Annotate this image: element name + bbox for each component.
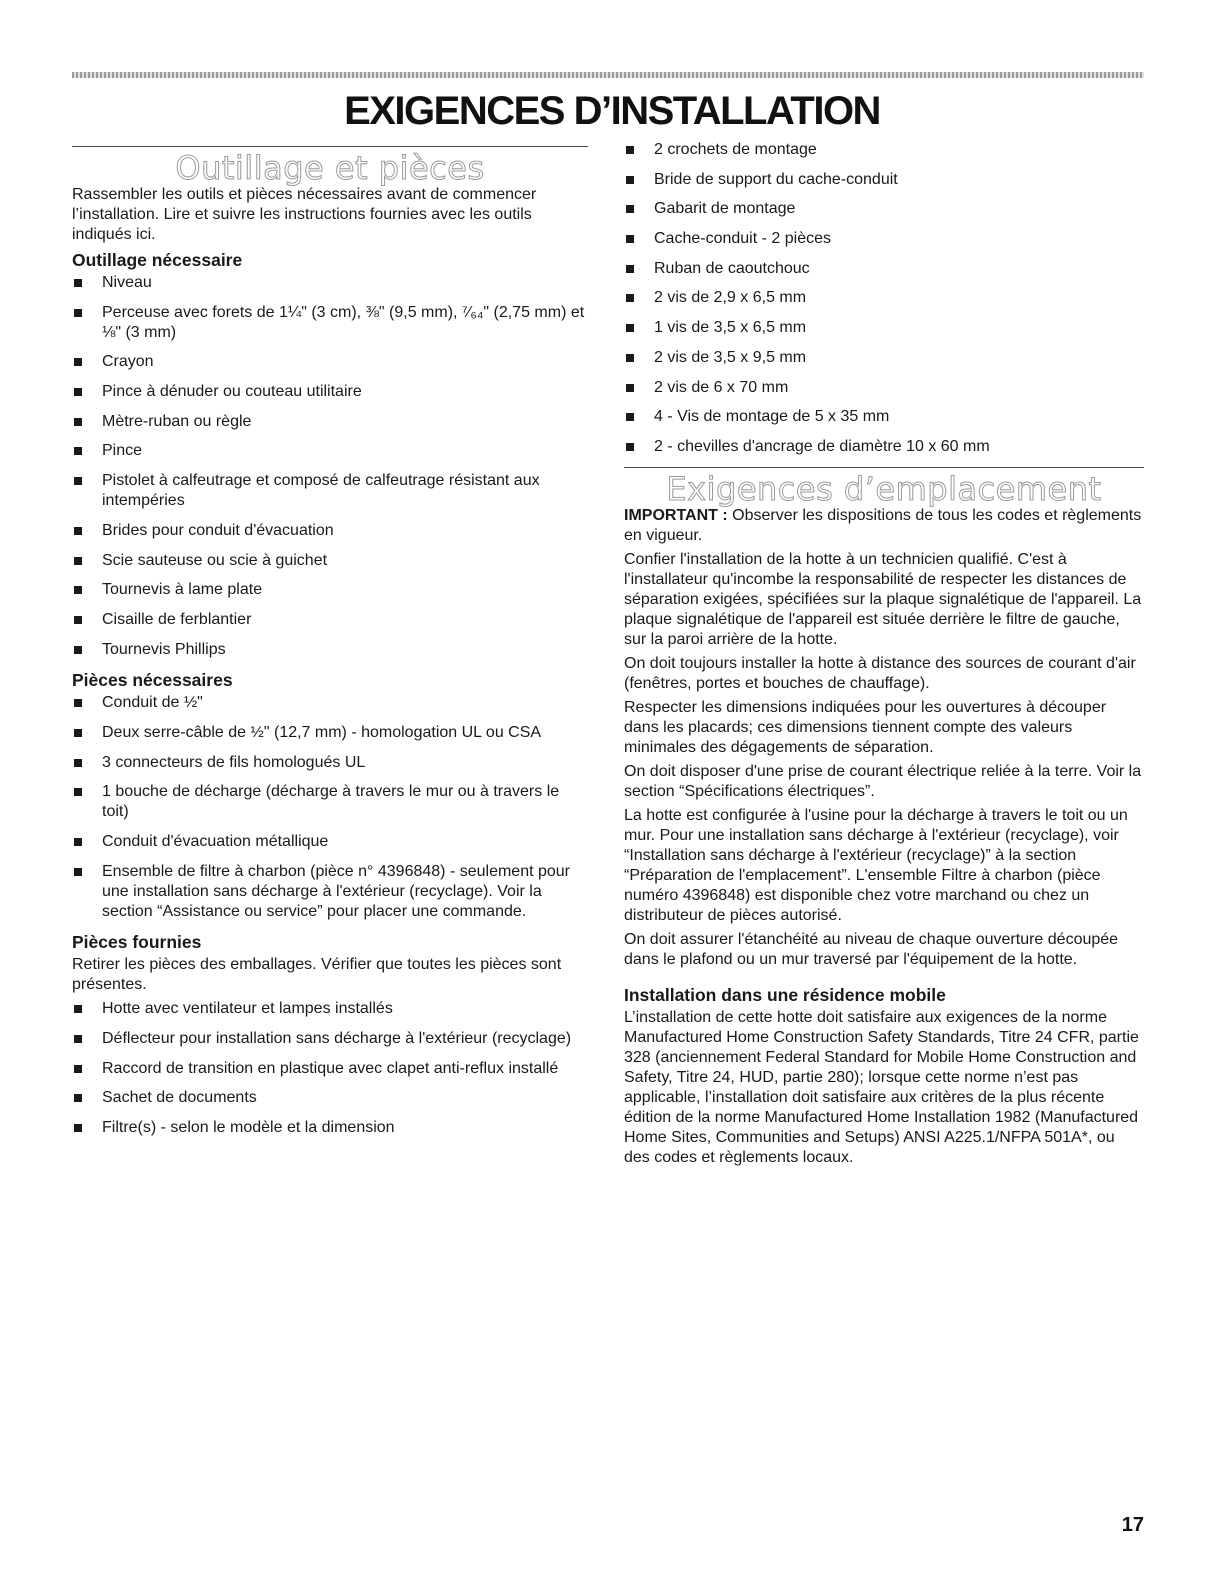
bullet-icon [74,646,82,654]
list-item: Perceuse avec forets de 1¼" (3 cm), ⅜" (9,5 mm), ⁷⁄₆₄" (2,75 mm) et ⅛" (3 mm) [72,303,588,343]
bullet-icon [74,616,82,624]
list-item: Conduit d'évacuation métallique [72,832,588,852]
bullet-icon [74,557,82,565]
location-section-heading: Exigences d’emplacement [666,469,1102,508]
bullet-icon [74,1124,82,1132]
bullet-icon [626,384,634,392]
list-item: Pistolet à calfeutrage et composé de calfeutrage résistant aux intempéries [72,471,588,511]
bullet-icon [74,388,82,396]
list-item: Niveau [72,273,588,293]
important-note [624,506,1144,546]
tools-section-heading: Outillage et pièces [175,149,485,187]
bullet-icon [626,176,634,184]
parts-supplied-list-continued [624,140,1144,457]
bullet-icon [74,699,82,707]
list-item: Conduit de ½" [72,693,588,713]
list-item: Mètre-ruban ou règle [72,412,588,432]
parts-supplied-intro: Retirer les pièces des emballages. Vérifier que toutes les pièces sont présentes. [72,956,562,994]
important-text: Observer les dispositions de tous les codes et règlements en vigueur. [624,506,1142,544]
list-item: Filtre(s) - selon le modèle et la dimension [72,1118,588,1138]
section-rule [72,146,588,147]
location-paragraph: On doit assurer l'étanchéité au niveau de chaque ouverture découpée dans le plafond ou un mur traversé par l'équipement de la hotte. [624,930,1119,968]
bullet-icon [626,443,634,451]
bullet-icon [626,235,634,243]
location-paragraph: La hotte est configurée à l'usine pour la décharge à travers le toit ou un mur. Pour une installation sans décharge à l'extérieur (recyclage), voir “Installation sans décharge à l'extérieur (recyclage)” à la section “Préparation de l'emplacement”. L'ensemble Filtre à charbon (pièce numéro 4396848) est disponible chez votre marchand ou chez un distributeur de pièces autorisé. [624,806,1128,924]
bullet-icon [626,324,634,332]
mobile-home-heading: Installation dans une résidence mobile [624,984,946,1005]
bullet-icon [74,309,82,317]
left-column [72,140,588,1148]
page-title: EXIGENCES D’INSTALLATION [344,89,880,133]
parts-supplied-list [72,999,588,1138]
section-rule [624,467,1144,468]
bullet-icon [74,418,82,426]
right-column [624,140,1144,1172]
bullet-icon [626,146,634,154]
parts-needed-list [72,693,588,921]
bullet-icon [74,279,82,287]
list-item: 2 crochets de montage [624,140,1144,160]
parts-supplied-heading: Pièces fournies [72,932,202,953]
list-item: Pince à dénuder ou couteau utilitaire [72,382,588,402]
list-item: 2 - chevilles d'ancrage de diamètre 10 x 60 mm [624,437,1144,457]
location-paragraph: On doit toujours installer la hotte à distance des sources de courant d'air (fenêtres, portes et bouches de chauffage). [624,654,1136,692]
list-item: Ruban de caoutchouc [624,259,1144,279]
bullet-icon [626,205,634,213]
location-paragraph: On doit disposer d'une prise de courant électrique reliée à la terre. Voir la section “Spécifications électriques”. [624,762,1142,800]
list-item: 3 connecteurs de fils homologués UL [72,753,588,773]
list-item: Bride de support du cache-conduit [624,170,1144,190]
list-item: Crayon [72,352,588,372]
tools-needed-list [72,273,588,660]
bullet-icon [74,477,82,485]
important-label: IMPORTANT : [624,506,728,524]
tools-intro: Rassembler les outils et pièces nécessaires avant de commencer l’installation. Lire et suivre les instructions fournies avec les outils indiqués ici. [72,186,537,243]
parts-needed-heading: Pièces nécessaires [72,670,233,691]
list-item: Gabarit de montage [624,199,1144,219]
bullet-icon [74,838,82,846]
bullet-icon [74,1005,82,1013]
list-item: Scie sauteuse ou scie à guichet [72,551,588,571]
list-item: 4 - Vis de montage de 5 x 35 mm [624,407,1144,427]
bullet-icon [74,729,82,737]
bullet-icon [626,265,634,273]
bullet-icon [74,358,82,366]
bullet-icon [626,413,634,421]
bullet-icon [74,868,82,876]
list-item: Raccord de transition en plastique avec clapet anti-reflux installé [72,1059,588,1079]
list-item: Déflecteur pour installation sans décharge à l'extérieur (recyclage) [72,1029,588,1049]
tools-needed-heading: Outillage nécessaire [72,250,243,270]
bullet-icon [74,1065,82,1073]
location-paragraph: Respecter les dimensions indiquées pour les ouvertures à découper dans les placards; ces dimensions tiennent compte des valeurs minimales des dégagements de séparation. [624,698,1107,756]
bullet-icon [74,1094,82,1102]
list-item: Tournevis à lame plate [72,580,588,600]
list-item: Hotte avec ventilateur et lampes installés [72,999,588,1019]
list-item: Tournevis Phillips [72,640,588,660]
bullet-icon [74,788,82,796]
list-item: Cisaille de ferblantier [72,610,588,630]
list-item: Deux serre-câble de ½" (12,7 mm) - homologation UL ou CSA [72,723,588,743]
mobile-home-text: L’installation de cette hotte doit satisfaire aux exigences de la norme Manufactured Home Construction Safety Standards, Titre 24 CFR, partie 328 (anciennement Federal Standard for Mobile Home Construction and Safety, Titre 24, HUD, partie 280); lorsque cette norme n’est pas applicable, l’installation doit satisfaire aux critères de la plus récente édition de la norme Manufactured Home Installation 1982 (Manufactured Home Sites, Communities and Setups) ANSI A225.1/NFPA 501A*, ou des codes et règlements locaux. [624,1008,1139,1166]
bullet-icon [74,527,82,535]
list-item: 2 vis de 2,9 x 6,5 mm [624,288,1144,308]
location-paragraph: Confier l'installation de la hotte à un technicien qualifié. C'est à l'installateur qu'incombe la responsabilité de respecter les distances de séparation exigées, spécifiées sur la plaque signalétique de l'appareil. La plaque signalétique de l'appareil est située derrière le filtre de gauche, sur la paroi arrière de la hotte. [624,550,1142,648]
bullet-icon [626,294,634,302]
list-item: Brides pour conduit d'évacuation [72,521,588,541]
bullet-icon [74,447,82,455]
bullet-icon [626,354,634,362]
list-item: Sachet de documents [72,1088,588,1108]
list-item: 1 vis de 3,5 x 6,5 mm [624,318,1144,338]
page-number: 17 [1121,1514,1144,1536]
list-item: Ensemble de filtre à charbon (pièce n° 4396848) - seulement pour une installation sans décharge à l'extérieur (recyclage). Voir la section “Assistance ou service” pour placer une commande. [72,862,588,922]
list-item: Cache-conduit - 2 pièces [624,229,1144,249]
header-band [72,72,1144,78]
bullet-icon [74,586,82,594]
list-item: 2 vis de 6 x 70 mm [624,378,1144,398]
bullet-icon [74,759,82,767]
list-item: 1 bouche de décharge (décharge à travers le mur ou à travers le toit) [72,782,588,822]
list-item: 2 vis de 3,5 x 9,5 mm [624,348,1144,368]
list-item: Pince [72,441,588,461]
bullet-icon [74,1035,82,1043]
